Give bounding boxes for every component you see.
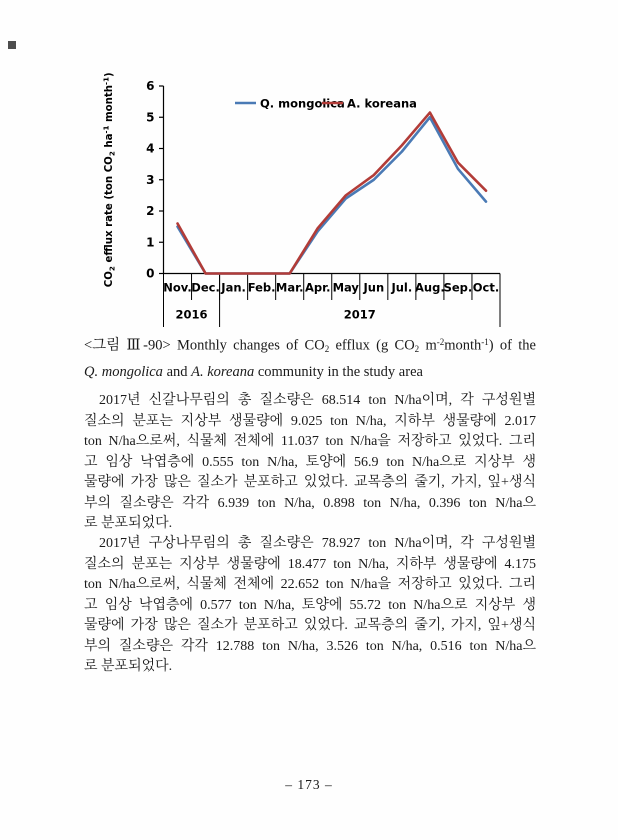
text-line: 2017년 구상나무림의 총 질소량은 78.927 ton N/ha이며, 각 구성원별 [99,536,536,551]
text-line: ton N/ha으로써, 식물체 전체에 11.037 ton N/ha을 저장하고 있었다. 그리 [84,434,536,449]
legend-label: A. koreana [347,96,417,111]
text-line: 부의 질소량은 각각 12.788 ton N/ha, 3.526 ton N/ha, 0.516 ton N/ha으 [84,638,536,654]
series-line-q-mongolica [178,117,486,273]
text-line: 로 분포되었다. [84,659,173,674]
paragraph-abies-nitrogen [84,534,536,678]
x-tick-label: Dec. [191,280,220,295]
x-tick-label: Sep. [443,280,473,295]
text-line: 부의 질소량은 각각 6.939 ton N/ha, 0.898 ton N/ha, 0.396 ton N/ha으 [84,495,536,511]
x-tick-label: Feb. [247,280,276,295]
text-line: 질소의 분포는 지상부 생물량에 18.477 ton N/ha, 지하부 생물량에 4.175 [84,556,536,572]
figure-co2-efflux-chart [95,72,525,332]
caption-line: <그림 Ⅲ-90> Monthly changes of $CO_2$ efflux (g $CO_2$ $m^{-2}month^{-1}$) of the [84,337,536,354]
text-line: 2017년 신갈나무림의 총 질소량은 68.514 ton N/ha이며, 각 구성원별 [99,393,536,408]
text-line: 질소의 분포는 지상부 생물량에 9.025 ton N/ha, 지하부 생물량에 2.017 [84,413,536,429]
x-tick-label: Apr. [304,280,331,295]
x-tick-label: Jun [363,280,385,295]
text-line: 로 분포되었다. [84,516,173,531]
year-label: 2016 [175,307,208,322]
text-line: 고 임상 낙엽층에 0.577 ton N/ha, 토양에 55.72 ton N/ha으로 지상부 생 [84,597,536,613]
y-axis-title: $CO_2$ efflux rate (ton $CO_2$ $ha^{-1}$ month$^{-1}$) [101,72,117,288]
scan-artifact-mark [8,41,16,49]
year-label: 2017 [343,307,376,322]
x-tick-label: Mar. [275,280,304,295]
y-tick-label: 5 [146,110,155,125]
paragraph-quercus-nitrogen [84,391,536,535]
x-tick-label: May [332,280,359,295]
x-tick-label: Jul. [391,280,413,295]
y-tick-label: 6 [146,79,155,94]
legend-label: Q. mongolica [260,96,345,111]
chart-svg [95,72,525,332]
x-tick-label: Aug. [415,280,445,295]
y-tick-label: 2 [146,204,155,219]
x-tick-label: Jan. [221,280,246,295]
y-tick-label: 4 [146,141,155,156]
page-number: – 173 – [285,777,333,792]
x-tick-label: Nov. [163,280,192,295]
y-tick-label: 3 [146,172,155,187]
x-tick-label: Oct. [472,280,500,295]
y-tick-label: 0 [146,266,155,281]
text-line: 고 임상 낙엽층에 0.555 ton N/ha, 토양에 56.9 ton N/ha으로 지상부 생 [84,454,536,470]
figure-caption [84,331,536,384]
caption-line: Q. mongolica and A. koreana community in the study area [84,364,423,380]
text-line: 물량에 가장 많은 질소가 분포하고 있었다. 교목층의 줄기, 가지, 잎+생식 [84,618,536,633]
text-line: ton N/ha으로써, 식물체 전체에 22.652 ton N/ha을 저장하고 있었다. 그리 [84,577,536,592]
y-tick-label: 1 [146,235,155,250]
text-line: 물량에 가장 많은 질소가 분포하고 있었다. 교목층의 줄기, 가지, 잎+생식 [84,475,536,490]
